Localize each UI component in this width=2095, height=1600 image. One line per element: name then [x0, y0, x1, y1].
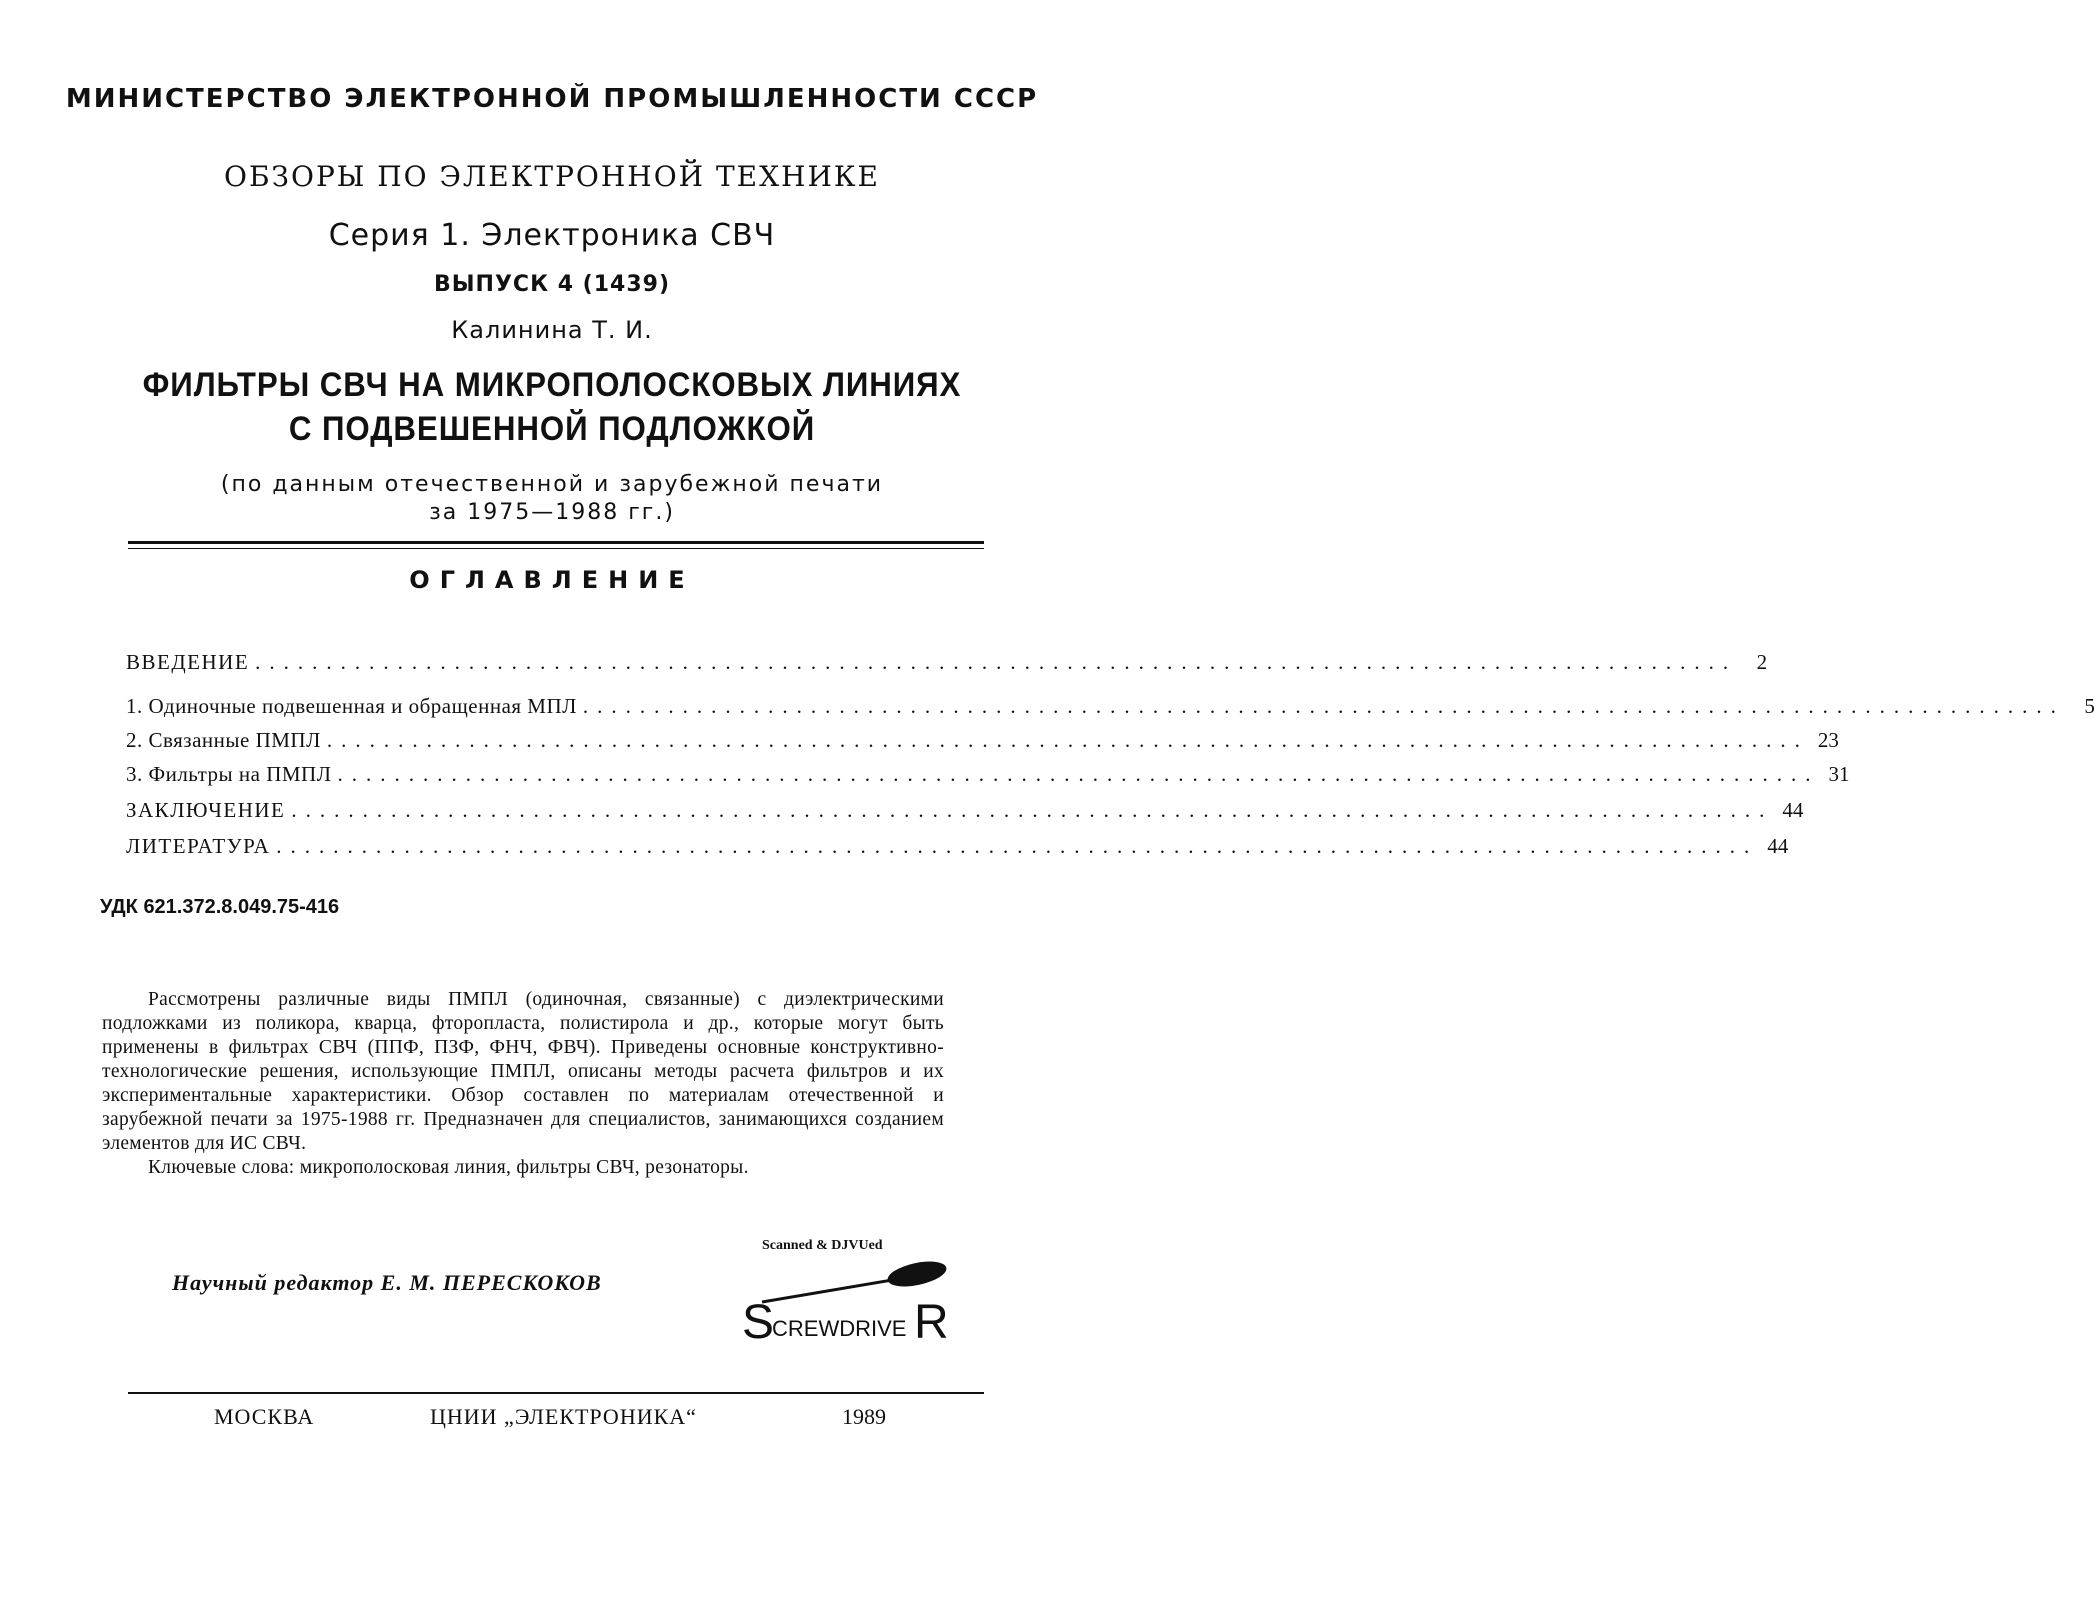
- toc-leader-dots: ........................................................................................................: [582, 694, 2065, 718]
- toc-entry-label: 3. Фильтры на ПМПЛ: [126, 762, 332, 786]
- screwdriver-icon: [742, 1258, 962, 1348]
- udc-code: УДК 621.372.8.049.75-416: [100, 896, 340, 918]
- toc-entry-page: 44: [1782, 798, 1804, 822]
- footer-divider: [128, 1392, 984, 1394]
- series-title: ОБЗОРЫ ПО ЭЛЕКТРОННОЙ ТЕХНИКЕ: [224, 160, 880, 193]
- toc-entry-page: 5: [2084, 694, 2095, 718]
- svg-text:CREWDRIVE: CREWDRIVE: [772, 1316, 907, 1341]
- toc-leader-dots: ........................................................................................................: [291, 798, 1774, 822]
- toc-heading: ОГЛАВЛЕНИЕ: [409, 566, 695, 594]
- svg-text:S: S: [742, 1296, 775, 1349]
- toc-entry-label: 1. Одиночные подвешенная и обращенная МПЛ: [126, 694, 577, 718]
- toc-entry-page: 23: [1817, 728, 1839, 752]
- toc-entry: [126, 762, 1850, 787]
- footer-city: МОСКВА: [214, 1404, 315, 1429]
- scanner-credit: Scanned & DJVUed: [762, 1238, 883, 1253]
- subtitle-line-1: (по данным отечественной и зарубежной печати: [220, 472, 884, 497]
- toc-entry: [126, 650, 1768, 675]
- toc-entry-label: ВВЕДЕНИЕ: [126, 650, 250, 674]
- scientific-editor: Научный редактор Е. М. ПЕРЕСКОКОВ: [172, 1270, 602, 1295]
- toc-entry-label: ЛИТЕРАТУРА: [126, 834, 271, 858]
- author: Калинина Т. И.: [451, 316, 653, 344]
- main-title-line-1: ФИЛЬТРЫ СВЧ НА МИКРОПОЛОСКОВЫХ ЛИНИЯХ: [142, 366, 962, 404]
- series-line: Серия 1. Электроника СВЧ: [328, 218, 776, 253]
- screwdriver-logo: [742, 1258, 962, 1353]
- toc-entry-page: 31: [1828, 762, 1850, 786]
- toc-entry-page: 2: [1756, 650, 1768, 674]
- issue-number: ВЫПУСК 4 (1439): [433, 272, 671, 297]
- toc-entry-page: 44: [1767, 834, 1789, 858]
- divider-thin: [128, 548, 984, 549]
- toc-leader-dots: ........................................................................................................: [255, 650, 1738, 674]
- toc-entry: [126, 798, 1804, 823]
- toc-leader-dots: ........................................................................................................: [337, 762, 1820, 786]
- toc-entry: [126, 728, 1839, 753]
- divider-thick: [128, 541, 984, 544]
- abstract-paragraph: Рассмотрены различные виды ПМПЛ (одиночная, связанные) с диэлектрическими подложками из поликора, кварца, фторопласта, полистирола и др., которые могут быть применены в фильтрах СВЧ (ППФ, ПЗФ, ФНЧ, ФВЧ). Приведены основные конструктивно-технологические решения, использующие ПМПЛ, описаны методы расчета фильтров и их экспериментальные характеристики. Обзор составлен по материалам отечественной и зарубежной печати за 1975-1988 гг. Предназначен для специалистов, занимающихся созданием элементов для ИС СВЧ.: [102, 989, 944, 1154]
- abstract: [102, 988, 944, 1180]
- toc-entry: [126, 694, 2095, 719]
- svg-text:R: R: [914, 1296, 949, 1349]
- footer-year: 1989: [842, 1404, 886, 1429]
- toc-entry-label: 2. Связанные ПМПЛ: [126, 728, 321, 752]
- footer-publisher: ЦНИИ „ЭЛЕКТРОНИКА“: [430, 1404, 697, 1429]
- keywords: Ключевые слова: микрополосковая линия, фильтры СВЧ, резонаторы.: [148, 1157, 749, 1178]
- toc-entry-label: ЗАКЛЮЧЕНИЕ: [126, 798, 286, 822]
- main-title-line-2: С ПОДВЕШЕННОЙ ПОДЛОЖКОЙ: [288, 410, 816, 448]
- toc-leader-dots: ........................................................................................................: [326, 728, 1809, 752]
- subtitle-line-2: за 1975—1988 гг.): [429, 500, 675, 525]
- toc-entry: [126, 834, 1789, 859]
- toc-leader-dots: ........................................................................................................: [276, 834, 1759, 858]
- ministry-header: МИНИСТЕРСТВО ЭЛЕКТРОННОЙ ПРОМЫШЛЕННОСТИ СССР: [65, 84, 1039, 114]
